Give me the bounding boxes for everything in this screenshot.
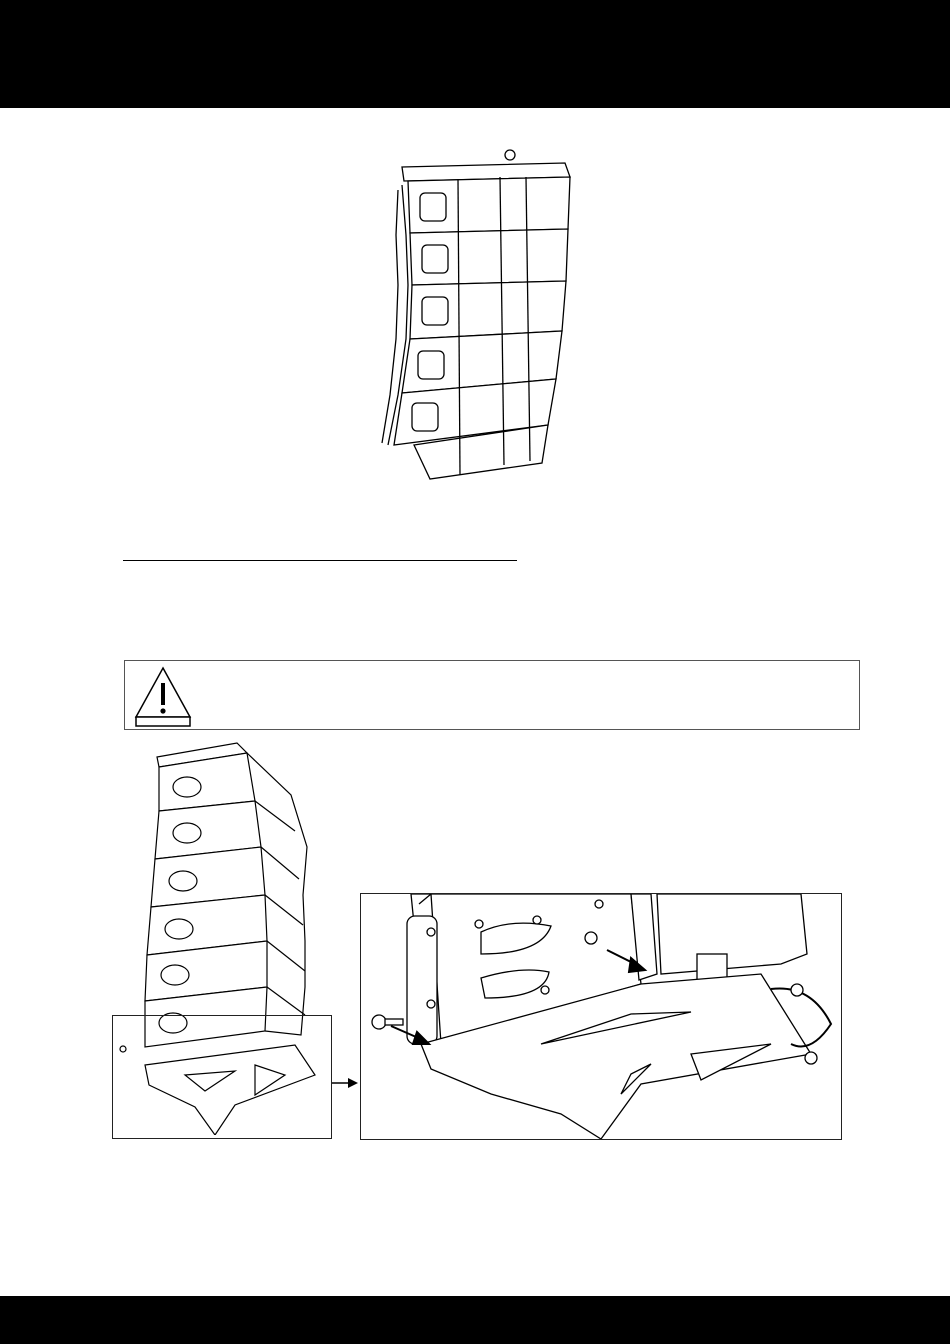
line-array-hung-figure	[380, 145, 580, 485]
zoom-source-box	[112, 1015, 332, 1139]
bumper-pin-detail-figure	[361, 894, 841, 1139]
footer-bar	[0, 1296, 950, 1344]
warning-box	[124, 660, 860, 730]
warning-triangle-icon	[133, 665, 193, 727]
section-rule	[123, 560, 517, 561]
zoom-arrow-icon	[332, 1076, 360, 1090]
detail-box	[360, 893, 842, 1140]
header-bar	[0, 0, 950, 108]
